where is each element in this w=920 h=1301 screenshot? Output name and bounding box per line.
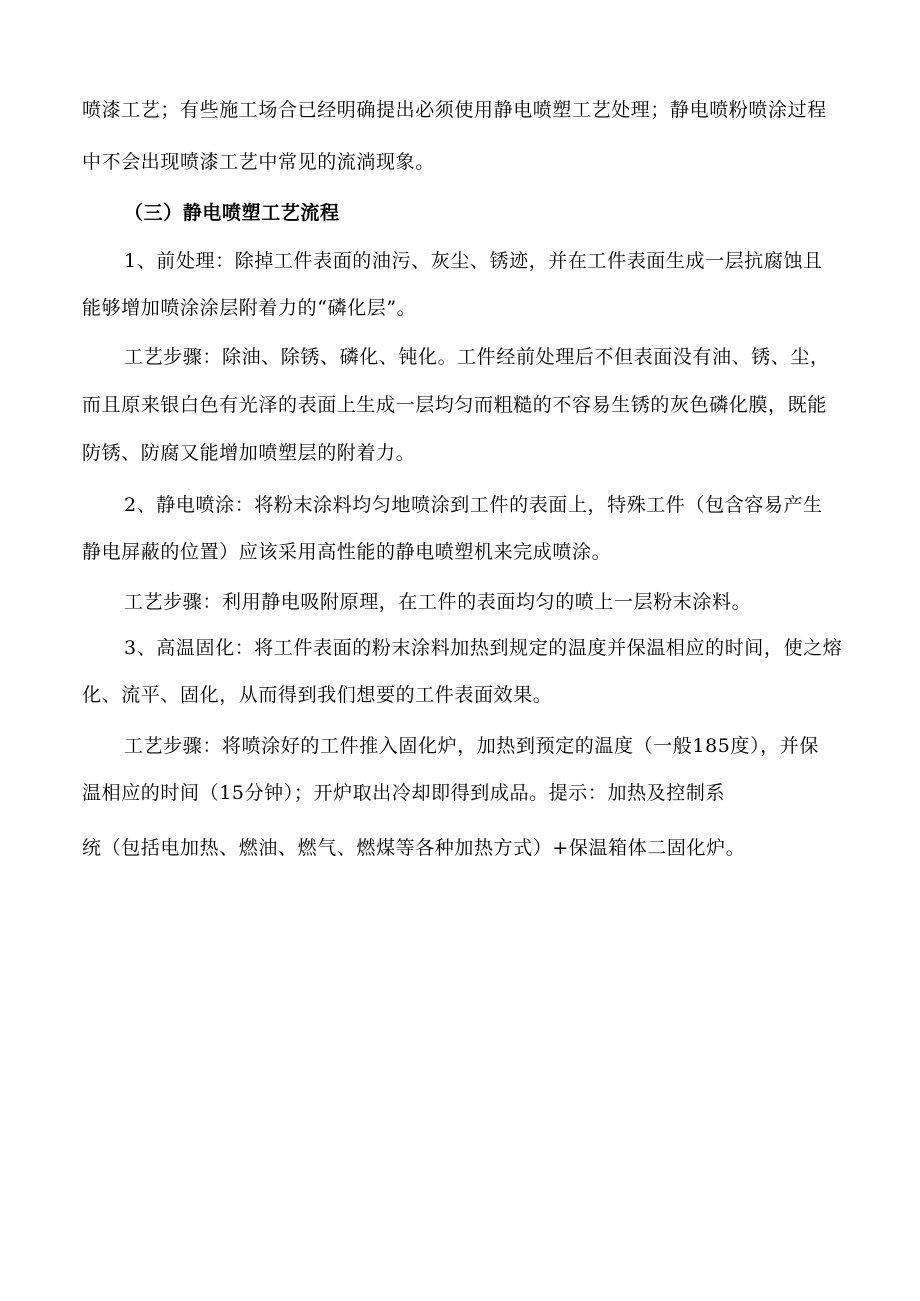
paragraph-line: 静电屏蔽的位置）应该采用高性能的静电喷塑机来完成喷涂。 xyxy=(82,541,612,563)
section-heading: （三）静电喷塑工艺流程 xyxy=(124,202,340,224)
paragraph-line: 温相应的时间（15分钟）；开炉取出冷却即得到成品。提示：加热及控制系 xyxy=(82,782,726,804)
paragraph-line: 防锈、防腐又能增加喷塑层的附着力。 xyxy=(82,442,416,464)
paragraph-line: 2、静电喷涂：将粉末涂料均匀地喷涂到工件的表面上，特殊工件（包含容易产生 xyxy=(124,494,823,516)
paragraph-line: 而且原来银白色有光泽的表面上生成一层均匀而粗糙的不容易生锈的灰色磷化膜，既能 xyxy=(82,394,827,416)
paragraph-line: 工艺步骤：除油、除锈、磷化、钝化。工件经前处理后不但表面没有油、锈、尘， xyxy=(124,346,830,368)
paragraph-line: 化、流平、固化，从而得到我们想要的工件表面效果。 xyxy=(82,684,553,706)
paragraph-line: 工艺步骤：将喷涂好的工件推入固化炉，加热到预定的温度（一般185度），并保 xyxy=(124,735,819,757)
paragraph-line: 统（包括电加热、燃油、燃气、燃煤等各种加热方式）+保温箱体二固化炉。 xyxy=(82,837,746,859)
paragraph-line: 工艺步骤：利用静电吸附原理，在工件的表面均匀的喷上一层粉末涂料。 xyxy=(124,591,752,613)
paragraph-line: 能够增加喷涂涂层附着力的“磷化层”。 xyxy=(82,297,417,319)
paragraph-line: 喷漆工艺；有些施工场合已经明确提出必须使用静电喷塑工艺处理；静电喷粉喷涂过程 xyxy=(82,99,827,121)
paragraph-line: 中不会出现喷漆工艺中常见的流淌现象。 xyxy=(82,151,435,173)
paragraph-line: 3、高温固化：将工件表面的粉末涂料加热到规定的温度并保温相应的时间，使之熔 xyxy=(124,637,843,659)
paragraph-line: 1、前处理：除掉工件表面的油污、灰尘、锈迹，并在工件表面生成一层抗腐蚀且 xyxy=(124,250,823,272)
